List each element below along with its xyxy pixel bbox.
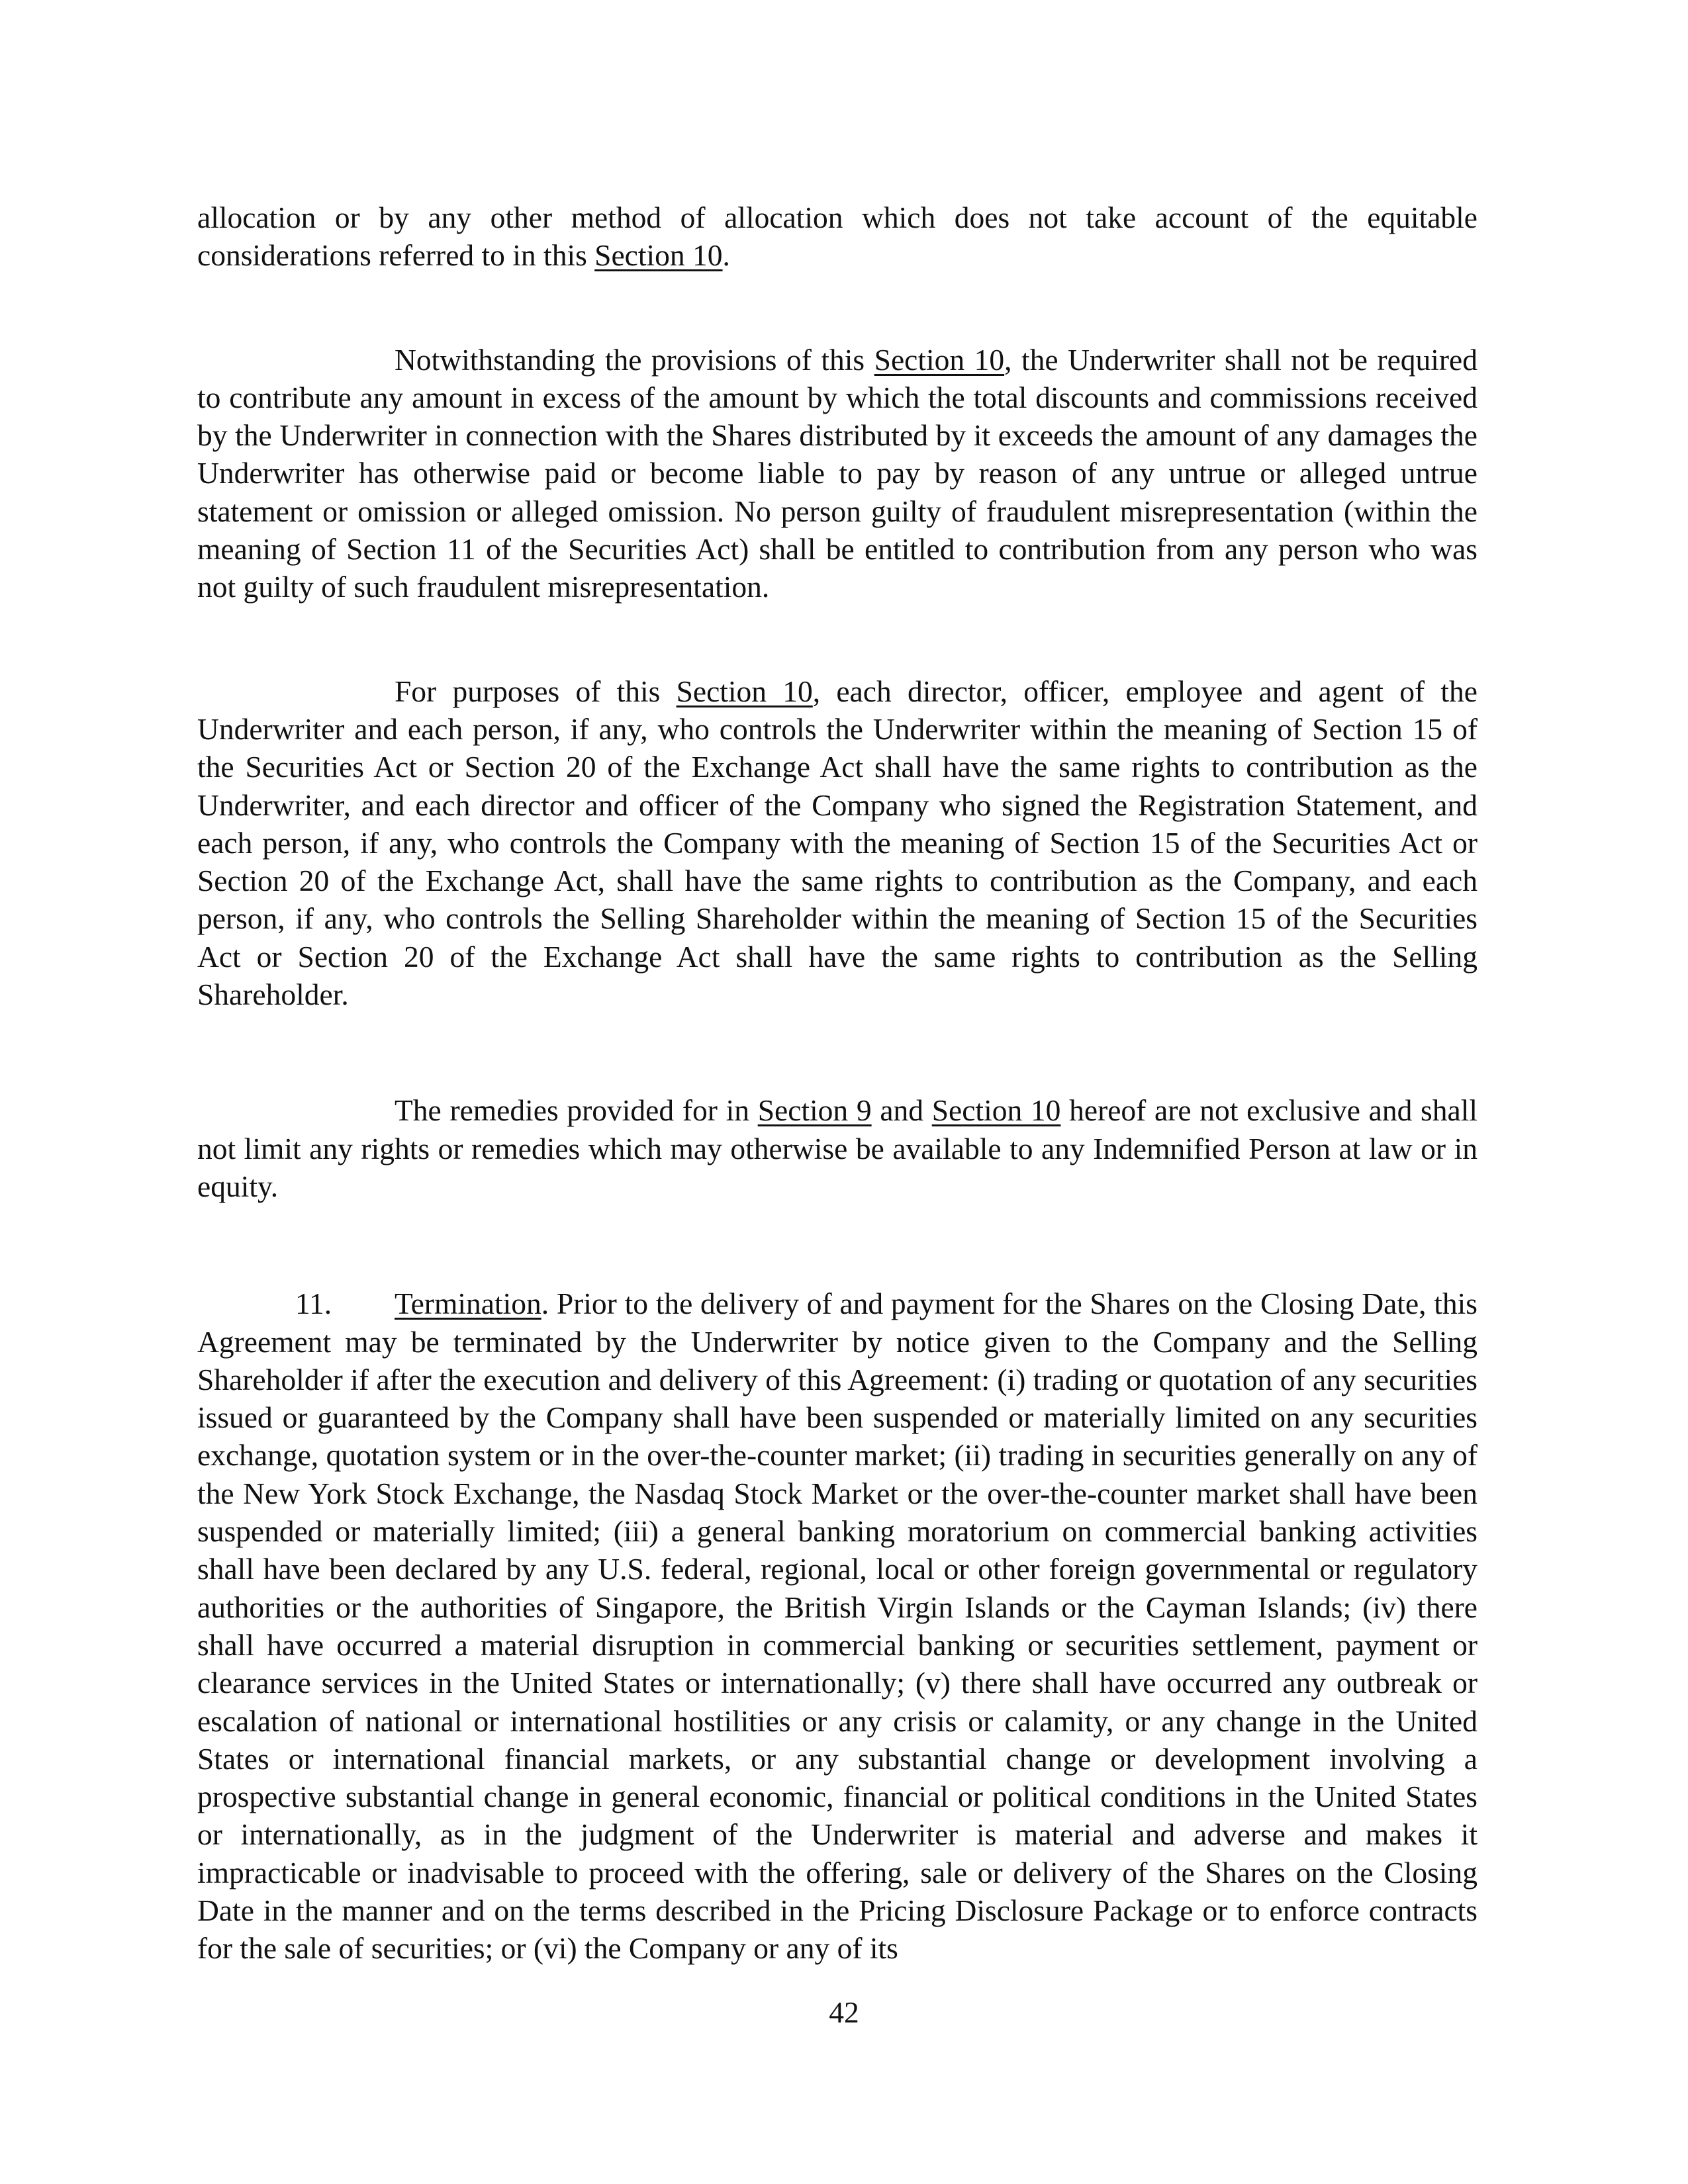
paragraph-text: , the Underwriter shall not be required to contribute any amount in excess of the amount by which the total discounts and commissions received by the Underwriter in connection with the Shares distributed by it exceeds the amount of any damages the Underwriter has otherwise paid or become liable to pay by reason of any untrue or alleged untrue statement or omission or alleged omission. No person guilty of fraudulent misrepresentation (within the meaning of Section 11 of the Securities Act) shall be entitled to contribution from any person who was not guilty of such fraudulent misrepresentation. bbox=[197, 342, 1478, 604]
section-reference: Section 10 bbox=[931, 1093, 1061, 1128]
paragraph-notwithstanding bbox=[197, 341, 1477, 606]
paragraph-text: and bbox=[871, 1093, 932, 1128]
paragraph-text: The remedies provided for in bbox=[395, 1093, 758, 1128]
section-number: 11. bbox=[295, 1287, 332, 1321]
paragraph-text: hereof are not exclusive and shall not limit any rights or remedies which may otherwise be available to any Indemnified Person at law or in equity. bbox=[197, 1093, 1477, 1203]
paragraph-remedies bbox=[197, 1091, 1477, 1205]
paragraph-text: For purposes of this bbox=[395, 674, 677, 708]
paragraph-text: . Prior to the delivery of and payment for the Shares on the Closing Date, this Agreement may be terminated by the Underwriter by notice given to the Company and the Selling Shareholder if after the execution and delivery of this Agreement: (i) trading or quotation of any securities issued or guaranteed by the Company shall have been suspended or materially limited on any securities exchange, quotation system or in the over-the-counter market; (ii) trading in securities generally on any of the New York Stock Exchange, the Nasdaq Stock Market or the over-the-counter market shall have been suspended or materially limited; (iii) a general banking moratorium on commercial banking activities shall have been declared by any U.S. federal, regional, local or other foreign governmental or regulatory authorities or the authorities of Singapore, the British Virgin Islands or the Cayman Islands; (iv) there shall have occurred a material disruption in commercial banking or securities settlement, payment or clearance services in the United States or internationally; (v) there shall have occurred any outbreak or escalation of national or international hostilities or any crisis or calamity, or any change in the United States or international financial markets, or any substantial change or development involving a prospective substantial change in general economic, financial or political conditions in the United States or internationally, as in the judgment of the Underwriter is material and adverse and makes it impracticable or inadvisable to proceed with the offering, sale or delivery of the Shares on the Closing Date in the manner and on the terms described in the Pricing Disclosure Package or to enforce contracts for the sale of securities; or (vi) the Company or any of its bbox=[197, 1287, 1477, 1966]
paragraph-text: Notwithstanding the provisions of this bbox=[395, 342, 874, 377]
section-reference: Section 10 bbox=[874, 342, 1005, 377]
paragraph-allocation bbox=[197, 199, 1477, 275]
section-reference: Section 10 bbox=[676, 674, 813, 708]
paragraph-text: . bbox=[722, 238, 730, 273]
document-body bbox=[197, 199, 1477, 1968]
paragraph-purposes bbox=[197, 672, 1477, 1014]
section-termination bbox=[197, 1285, 1477, 1967]
section-reference: Section 9 bbox=[757, 1093, 872, 1128]
paragraph-text: , each director, officer, employee and agent of the Underwriter and each person, if any, who controls the Underwriter within the meaning of Section 15 of the Securities Act or Section 20 of the Exchange Act shall have the same rights to contribution as the Underwriter, and each director and officer of the Company who signed the Registration Statement, and each person, if any, who controls the Company with the meaning of Section 15 of the Securities Act or Section 20 of the Exchange Act, shall have the same rights to contribution as the Company, and each person, if any, who controls the Selling Shareholder within the meaning of Section 15 of the Securities Act or Section 20 of the Exchange Act shall have the same rights to contribution as the Selling Shareholder. bbox=[197, 674, 1478, 1012]
section-reference: Section 10 bbox=[594, 238, 723, 273]
section-heading: Termination bbox=[395, 1287, 541, 1321]
page-number: 42 bbox=[829, 1995, 859, 2029]
paragraph-text: allocation or by any other method of allocation which does not take account of the equitable considerations referred to in this bbox=[197, 201, 1477, 273]
